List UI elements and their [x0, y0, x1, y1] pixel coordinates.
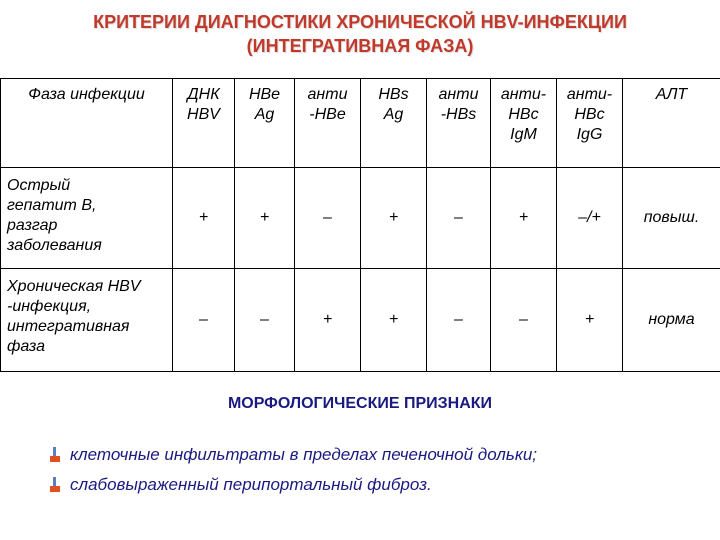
header-hbeag: HBe Ag	[235, 79, 295, 168]
row-phase-label: Острый гепатит В, разгар заболевания	[1, 168, 173, 269]
criteria-table	[0, 78, 720, 372]
table-cell: норма	[623, 269, 720, 372]
list-item-text: слабовыраженный перипортальный фиброз.	[70, 475, 432, 494]
table-cell: +	[491, 168, 557, 269]
table-row	[1, 168, 720, 269]
table-header-row	[1, 79, 720, 168]
table-cell: –	[427, 269, 491, 372]
header-dna-hbv: ДНК HBV	[173, 79, 235, 168]
bullet-marker-icon	[48, 446, 62, 464]
table-cell: –/+	[557, 168, 623, 269]
table-cell: –	[295, 168, 361, 269]
list-item	[48, 440, 537, 470]
table-cell: –	[427, 168, 491, 269]
table-cell: +	[295, 269, 361, 372]
row-phase-label: Хроническая HBV -инфекция, интегративная фаза	[1, 269, 173, 372]
slide-title	[0, 10, 720, 58]
table-cell: +	[235, 168, 295, 269]
table-row	[1, 269, 720, 372]
slide-title-line1: КРИТЕРИИ ДИАГНОСТИКИ ХРОНИЧЕСКОЙ HBV-ИНФЕКЦИИ	[93, 12, 627, 32]
list-item-text: клеточные инфильтраты в пределах печеночной дольки;	[70, 445, 538, 464]
table-cell: +	[557, 269, 623, 372]
morphology-heading: МОРФОЛОГИЧЕСКИЕ ПРИЗНАКИ	[227, 395, 493, 412]
morphology-list	[48, 440, 537, 500]
table-cell: повыш.	[623, 168, 720, 269]
header-phase: Фаза инфекции	[1, 79, 173, 168]
table-cell: +	[361, 269, 427, 372]
header-anti-hbe: анти -HBe	[295, 79, 361, 168]
header-anti-hbc-igm: анти- HBc IgM	[491, 79, 557, 168]
table-cell: –	[173, 269, 235, 372]
bullet-marker-icon	[48, 476, 62, 494]
table-cell: –	[491, 269, 557, 372]
header-hbsag: HBs Ag	[361, 79, 427, 168]
header-alt: АЛТ	[623, 79, 720, 168]
header-anti-hbc-igg: анти- HBc IgG	[557, 79, 623, 168]
table-cell: –	[235, 269, 295, 372]
table-cell: +	[173, 168, 235, 269]
header-anti-hbs: анти -HBs	[427, 79, 491, 168]
table-cell: +	[361, 168, 427, 269]
list-item	[48, 470, 537, 500]
slide-title-line2: (ИНТЕГРАТИВНАЯ ФАЗА)	[246, 36, 474, 56]
